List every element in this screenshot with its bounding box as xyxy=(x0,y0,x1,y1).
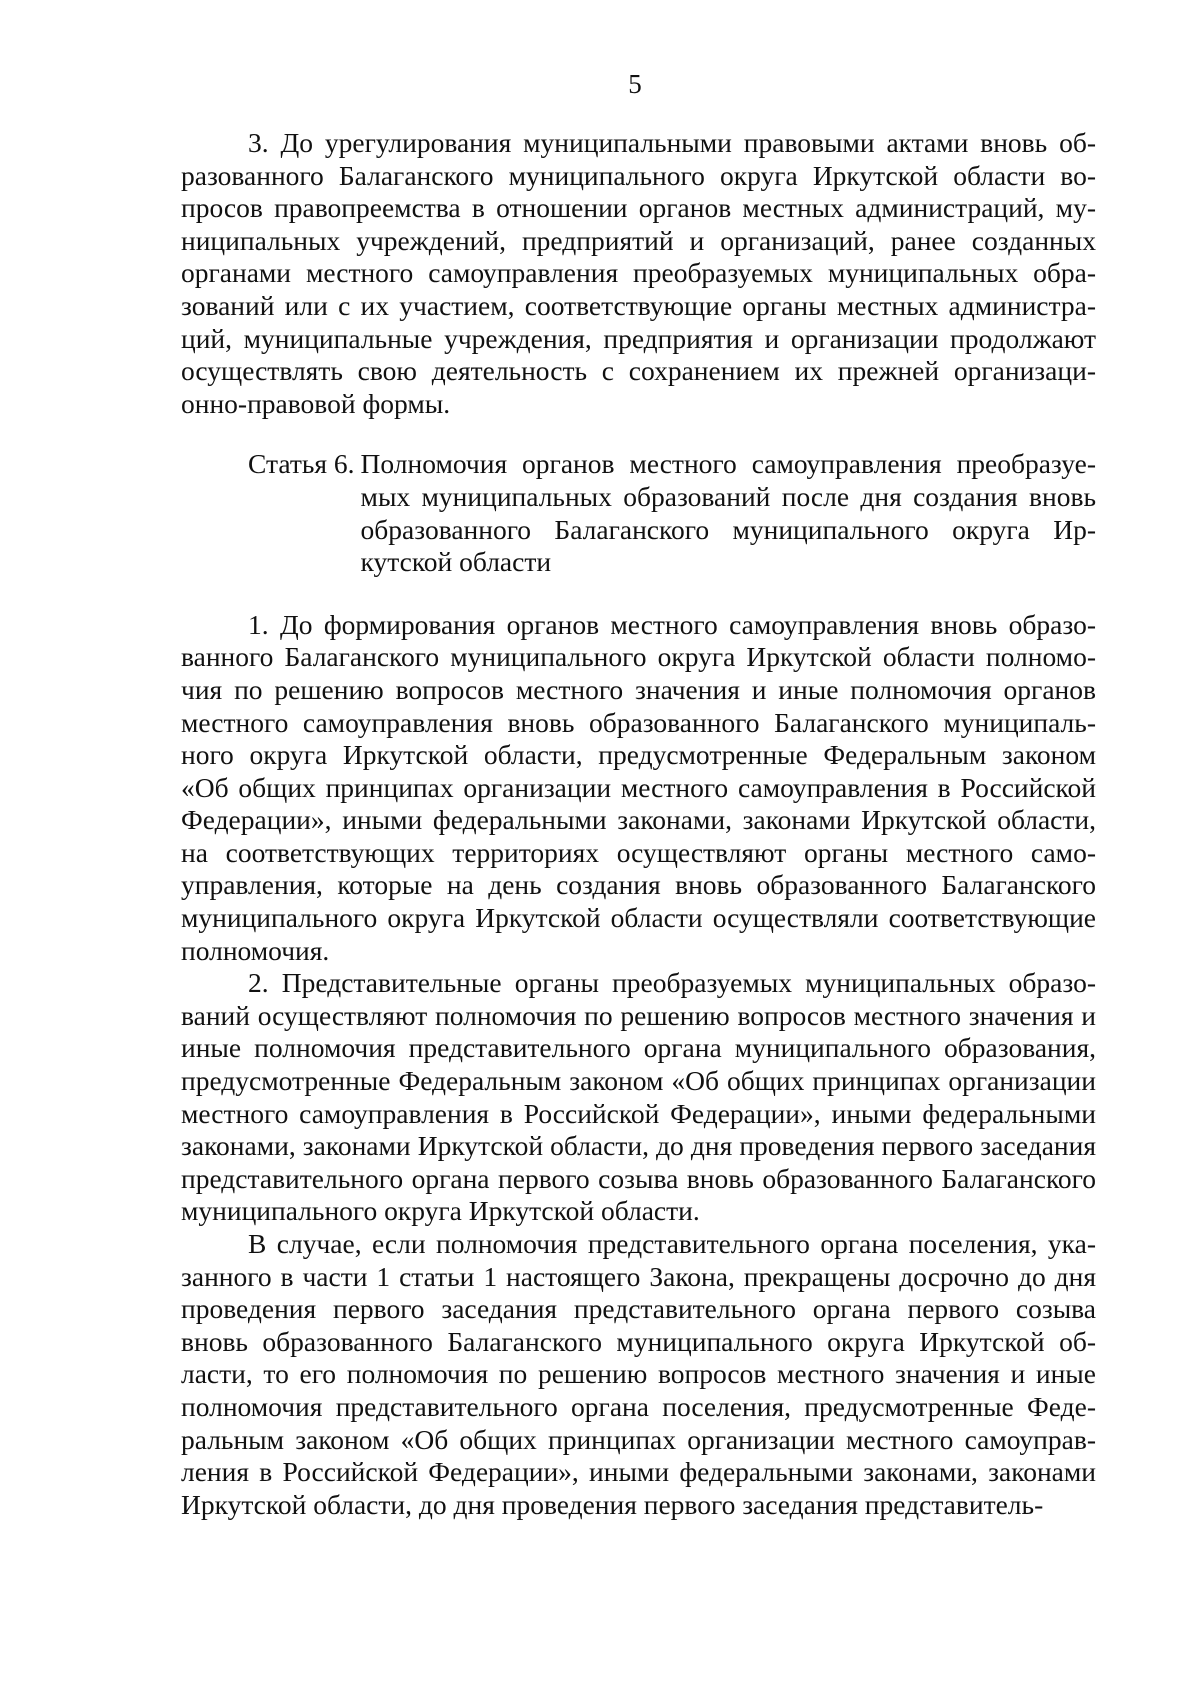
paragraph-clause-1: 1. До формирования органов местного самоуправления вновь образованного Балаганского муниципального округа Иркутской области полномочия по решению вопросов местного значения и иные полномочия органов местного самоуправления вновь образованного Балаганского муниципального округа Иркутской области, предусмотренные Федеральным законом «Об общих принципах организации местного самоуправления в Российской Федерации», иными федеральными законами, законами Иркутской области, на соответствующих территориях осуществляют органы местного самоуправления, которые на день создания вновь образованного Балаганского муниципального округа Иркутской области осуществляли соответствующие полномочия. xyxy=(181,608,1096,966)
page-number: 5 xyxy=(628,69,642,99)
article-label: Статья 6. xyxy=(248,448,355,480)
article-heading xyxy=(181,448,1096,578)
article-title: Полномочия органов местного самоуправления преобразуемых муниципальных образований после дня создания вновь образованного Балаганского муниципального округа Иркутской области xyxy=(360,448,1096,578)
document-body xyxy=(181,127,1096,1521)
paragraph-clause-2-continued: В случае, если полномочия представительного органа поселения, указанного в части 1 статьи 1 настоящего Закона, прекращены досрочно до дня проведения первого заседания представительного органа первого созыва вновь образованного Балаганского муниципального округа Иркутской области, то его полномочия по решению вопросов местного значения и иные полномочия представительного органа поселения, предусмотренные Федеральным законом «Об общих принципах организации местного самоуправления в Российской Федерации», иными федеральными законами, законами Иркутской области, до дня проведения первого заседания представитель- xyxy=(181,1228,1096,1520)
paragraph-clause-3: 3. До урегулирования муниципальными правовыми актами вновь образованного Балаганского муниципального округа Иркутской области вопросов правопреемства в отношении органов местных администраций, муниципальных учреждений, предприятий и организаций, ранее созданных органами местного самоуправления преобразуемых муниципальных образований или с их участием, соответствующие органы местных администраций, муниципальные учреждения, предприятия и организации продолжают осуществлять свою деятельность с сохранением их прежней организационно-правовой формы. xyxy=(181,127,1096,419)
paragraph-clause-2: 2. Представительные органы преобразуемых муниципальных образований осуществляют полномочия по решению вопросов местного значения и иные полномочия представительного органа муниципального образования, предусмотренные Федеральным законом «Об общих принципах организации местного самоуправления в Российской Федерации», иными федеральными законами, законами Иркутской области, до дня проведения первого заседания представительного органа первого созыва вновь образованного Балаганского муниципального округа Иркутской области. xyxy=(181,967,1096,1227)
